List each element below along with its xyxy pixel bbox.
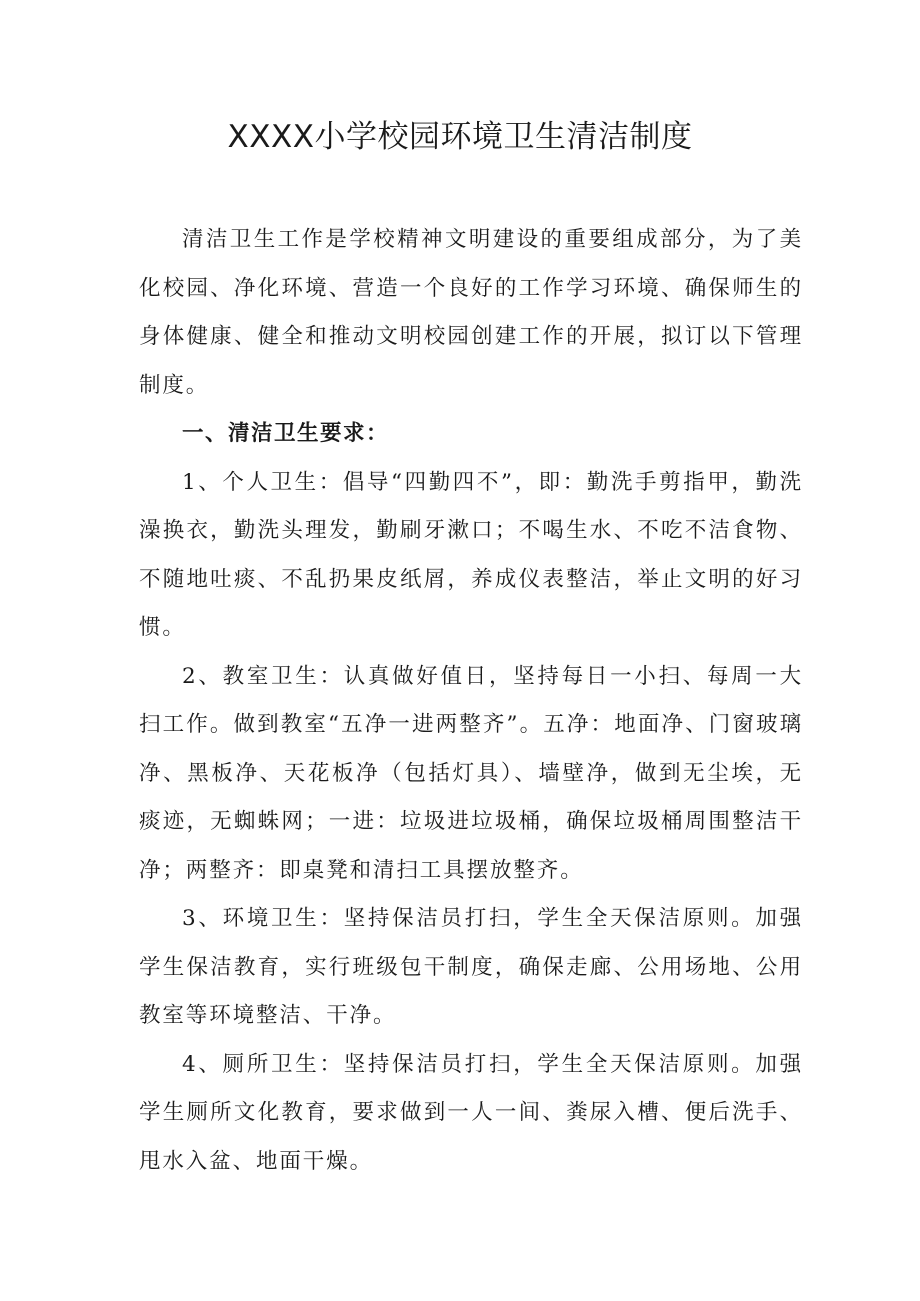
document-title: XXXX小学校园环境卫生清洁制度 [227, 119, 693, 155]
item-personal-hygiene: 1、个人卫生：倡导“四勤四不”，即：勤洗手剪指甲，勤洗澡换衣，勤洗头理发，勤刷牙漱口；不喝生水、不吃不洁食物、不随地吐痰、不乱扔果皮纸屑，养成仪表整洁，举止文明的好习惯。 [139, 469, 803, 640]
document-body [139, 216, 803, 1186]
section-heading: 一、清洁卫生要求： [182, 421, 390, 446]
item-toilet-hygiene: 4、厕所卫生：坚持保洁员打扫，学生全天保洁原则。加强学生厕所文化教育，要求做到一人一间、粪尿入槽、便后洗手、甩水入盆、地面干燥。 [139, 1051, 803, 1174]
item-environment-hygiene: 3、环境卫生：坚持保洁员打扫，学生全天保洁原则。加强学生保洁教育，实行班级包干制度，确保走廊、公用场地、公用教室等环境整洁、干净。 [139, 906, 803, 1028]
intro-paragraph: 清洁卫生工作是学校精神文明建设的重要组成部分，为了美化校园、净化环境、营造一个良好的工作学习环境、确保师生的身体健康、健全和推动文明校园创建工作的开展，拟订以下管理制度。 [139, 227, 803, 398]
item-classroom-hygiene: 2、教室卫生：认真做好值日，坚持每日一小扫、每周一大扫工作。做到教室“五净一进两整齐”。五净：地面净、门窗玻璃净、黑板净、天花板净（包括灯具）、墙壁净，做到无尘埃，无痰迹，无蜘蛛网；一进：垃圾进垃圾桶，确保垃圾桶周围整洁干净；两整齐：即桌凳和清扫工具摆放整齐。 [139, 663, 803, 883]
